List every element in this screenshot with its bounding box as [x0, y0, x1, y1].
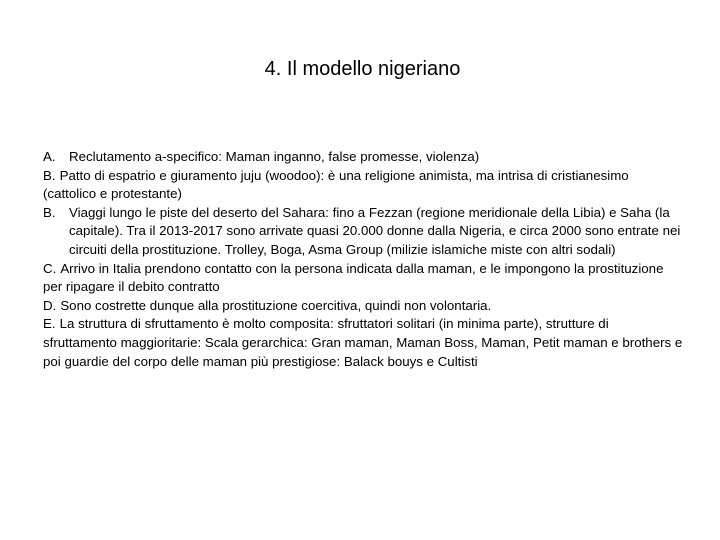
- list-item-text: Sono costrette dunque alla prostituzione coercitiva, quindi non volontaria.: [60, 297, 492, 313]
- list-item-text: Patto di espatrio e giuramento juju (woodoo): è una religione animista, ma intrisa di cristianesimo (cattolico e protestante): [43, 167, 629, 202]
- list-marker: C.: [43, 260, 57, 276]
- slide-body: [43, 148, 683, 371]
- slide-title: 4. Il modello nigeriano: [264, 58, 461, 80]
- list-item-b-pact: [43, 167, 683, 204]
- list-item-a: [43, 148, 683, 167]
- list-marker: D.: [43, 297, 57, 313]
- list-item-c: [43, 260, 683, 297]
- list-item-b-journey: [43, 204, 683, 260]
- list-item-text: Reclutamento a-specifico: Maman inganno, false promesse, violenza): [69, 149, 480, 164]
- list-item-text: Viaggi lungo le piste del deserto del Sahara: fino a Fezzan (regione meridionale della Libia) e Saha (la capitale). Tra il 2013-2017 sono arrivate quasi 20.000 donne dalla Nigeria, e circa 2000 sono entrate nei circuiti della prostituzione. Trolley, Boga, Asma Group (milizie islamiche miste con altri sodali): [69, 204, 681, 257]
- list-marker: A.: [43, 149, 56, 164]
- list-item-e: [43, 315, 683, 371]
- list-marker: B.: [43, 204, 56, 220]
- list-item-text: Arrivo in Italia prendono contatto con la persona indicata dalla maman, e le impongono la prostituzione per ripagare il debito contratto: [43, 260, 664, 295]
- list-marker: E.: [43, 316, 56, 332]
- list-item-text: La struttura di sfruttamento è molto composita: sfruttatori solitari (in minima parte), strutture di sfruttamento maggioritarie: Scala gerarchica: Gran maman, Maman Boss, Maman, Petit maman e brothers e poi guardie del corpo delle maman più prestigiose: Balack bouys e Cultisti: [43, 316, 683, 369]
- list-marker: B.: [43, 167, 56, 183]
- list-item-d: [43, 297, 683, 316]
